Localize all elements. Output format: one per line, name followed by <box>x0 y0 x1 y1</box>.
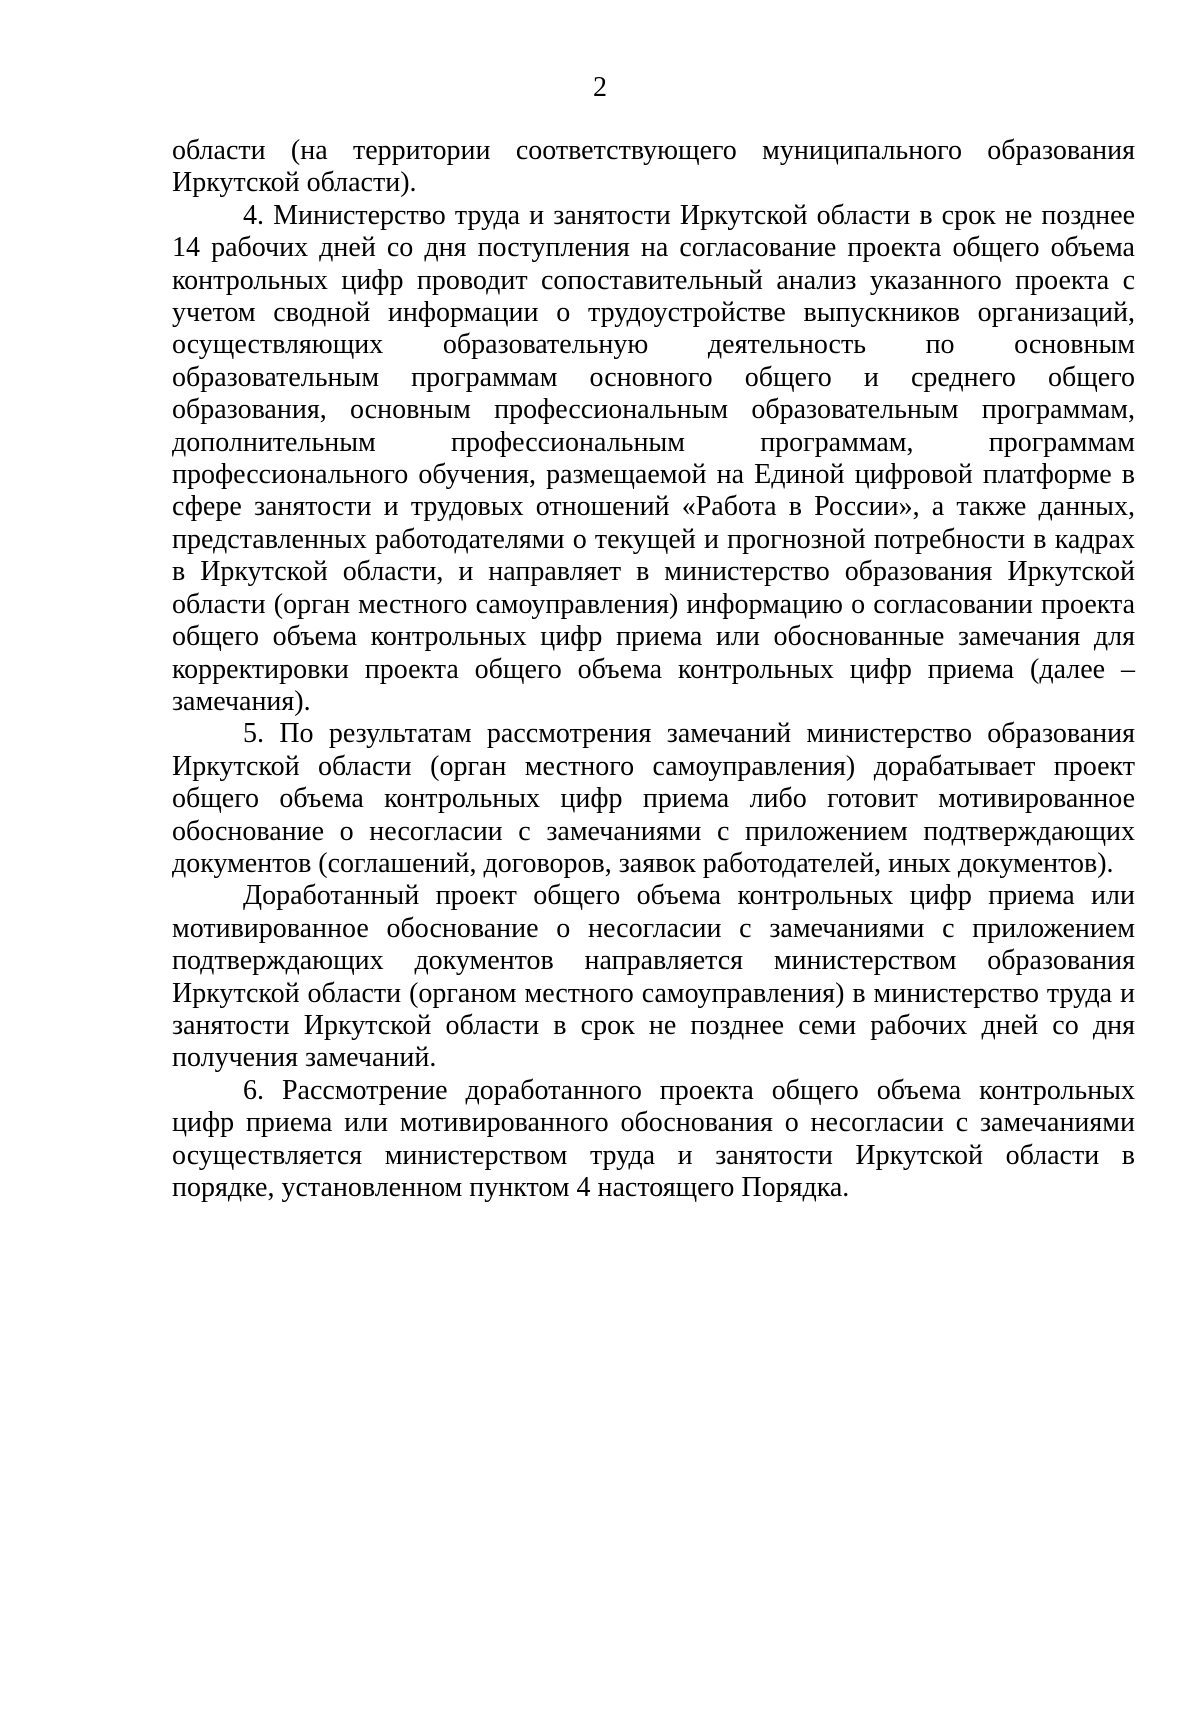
paragraph-item-6: 6. Рассмотрение доработанного проекта общего объема контрольных цифр приема или мотивированного обоснования о несогласии с замечаниями осуществляется министерством труда и занятости Иркутской области в порядке, установленном пунктом 4 настоящего Порядка. <box>172 1074 1135 1203</box>
document-body <box>172 135 1135 1204</box>
page-number: 2 <box>593 72 607 103</box>
paragraph-item-5-continued: Доработанный проект общего объема контрольных цифр приема или мотивированное обоснование о несогласии с замечаниями с приложением подтверждающих документов направляется министерством образования Иркутской области (органом местного самоуправления) в министерство труда и занятости Иркутской области в срок не позднее семи рабочих дней со дня получения замечаний. <box>172 880 1135 1074</box>
paragraph-item-5: 5. По результатам рассмотрения замечаний министерство образования Иркутской области (орган местного самоуправления) дорабатывает проект общего объема контрольных цифр приема либо готовит мотивированное обоснование о несогласии с замечаниями с приложением подтверждающих документов (соглашений, договоров, заявок работодателей, иных документов). <box>172 718 1135 879</box>
paragraph-item-4: 4. Министерство труда и занятости Иркутской области в срок не позднее 14 рабочих дней со дня поступления на согласование проекта общего объема контрольных цифр проводит сопоставительный анализ указанного проекта с учетом сводной информации о трудоустройстве выпускников организаций, осуществляющих образовательную деятельность по основным образовательным программам основного общего и среднего общего образования, основным профессиональным образовательным программам, дополнительным профессиональным программам, программам профессионального обучения, размещаемой на Единой цифровой платформе в сфере занятости и трудовых отношений «Работа в России», а также данных, представленных работодателями о текущей и прогнозной потребности в кадрах в Иркутской области, и направляет в министерство образования Иркутской области (орган местного самоуправления) информацию о согласовании проекта общего объема контрольных цифр приема или обоснованные замечания для корректировки проекта общего объема контрольных цифр приема (далее – замечания). <box>172 199 1135 717</box>
paragraph-continuation: области (на территории соответствующего муниципального образования Иркутской области). <box>172 135 1135 199</box>
